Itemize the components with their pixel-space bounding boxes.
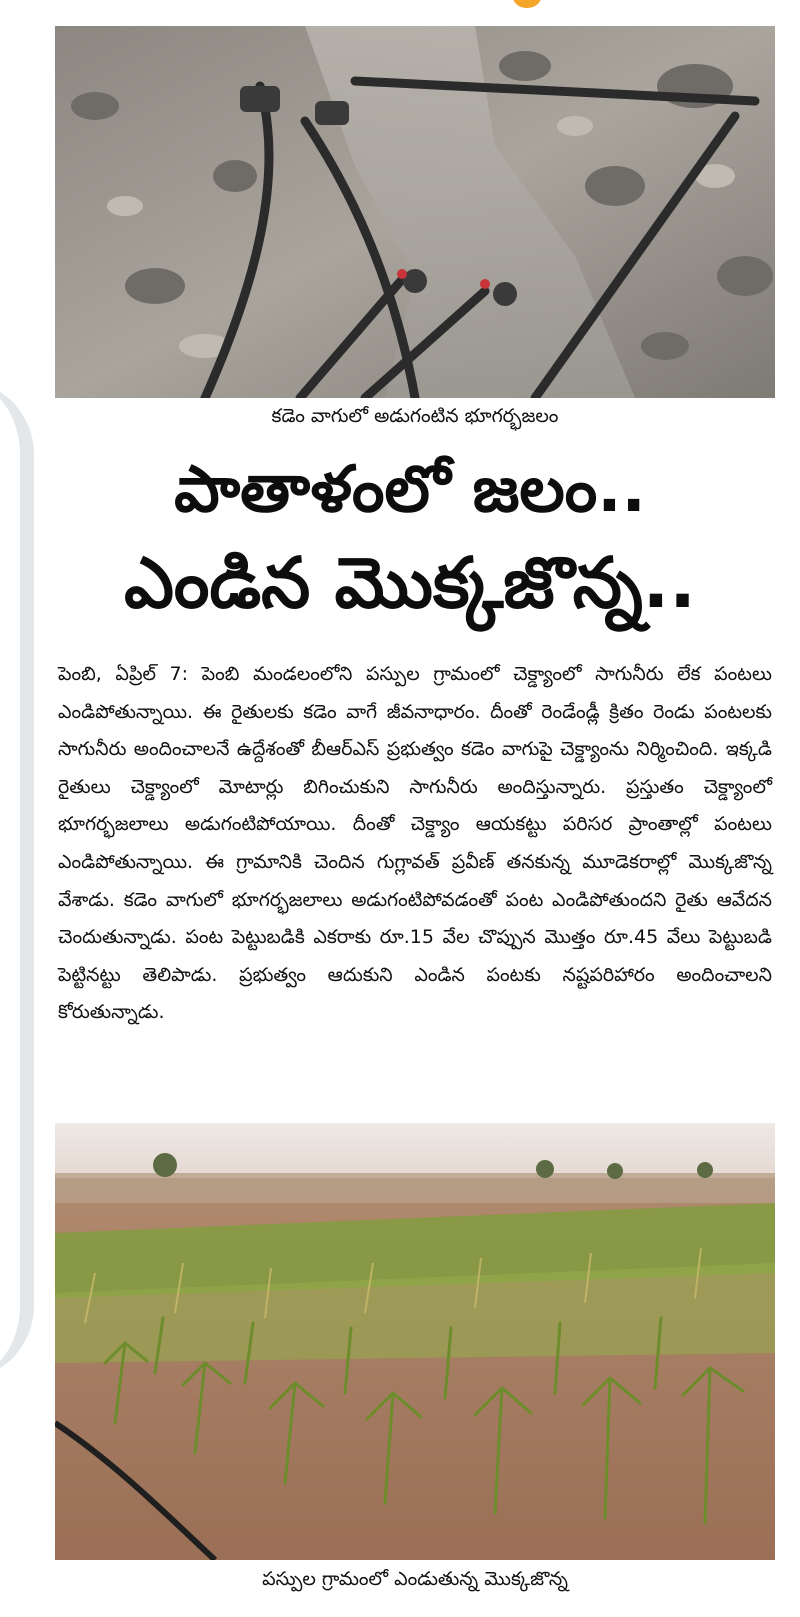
headline-line-1: పాతాళంలో జలం.. [174,453,646,527]
stream-bed-photo [55,26,775,398]
headline-line-2: ఎండిన మొక్కజొన్న.. [124,542,696,624]
top-photo-caption: కడెం వాగులో అడుగంటిన భూగర్భజలం [271,405,559,427]
decorative-mark [512,0,542,8]
bottom-photo-caption: పస్పుల గ్రామంలో ఎండుతున్న మొక్కజొన్న [262,1568,568,1590]
maize-field-photo [55,1123,775,1560]
article-body: పెంబి, ఏప్రిల్ 7: పెంబి మండలంలోని పస్పుల గ్రామంలో చెక్డ్యాంలో సాగునీరు లేక పంటలు ఎండిపోతున్నాయి. ఈ రైతులకు కడెం వాగే జీవనాధారం. దీంతో రెండేండ్లీ క్రితం రెండు పంటలకు సాగునీరు అందించాలనే ఉద్దేశంతో బీఆర్ఎస్ ప్రభుత్వం కడెం వాగుపై చెక్డ్యాంను నిర్మించింది. ఇక్కడి రైతులు చెక్డ్యాంలో మోటార్లు బిగించుకుని సాగునీరు అందిస్తున్నారు. ప్రస్తుతం చెక్డ్యాంలో భూగర్భజలాలు అడుగంటిపోయాయి. దీంతో చెక్డ్యాం ఆయకట్టు పరిసర ప్రాంతాల్లో పంటలు ఎండిపోతున్నాయి. ఈ గ్రామానికి చెందిన గుగ్లావత్ ప్రవీణ్ తనకున్న మూడెకరాల్లో మొక్కజొన్న వేశాడు. కడెం వాగులో భూగర్భజలాలు అడుగంటిపోవడంతో పంట ఎండిపోతుందని రైతు ఆవేదన చెందుతున్నాడు. పంట పెట్టుబడికి ఎకరాకు రూ.15 వేల చొప్పున మొత్తం రూ.45 వేలు పెట్టుబడి పెట్టినట్టు తెలిపాడు. ప్రభుత్వం ఆదుకుని ఎండిన పంటకు నష్టపరిహారం అందించాలని కోరుతున్నాడు. [58,663,772,1024]
decorative-swirl [0,380,34,1380]
